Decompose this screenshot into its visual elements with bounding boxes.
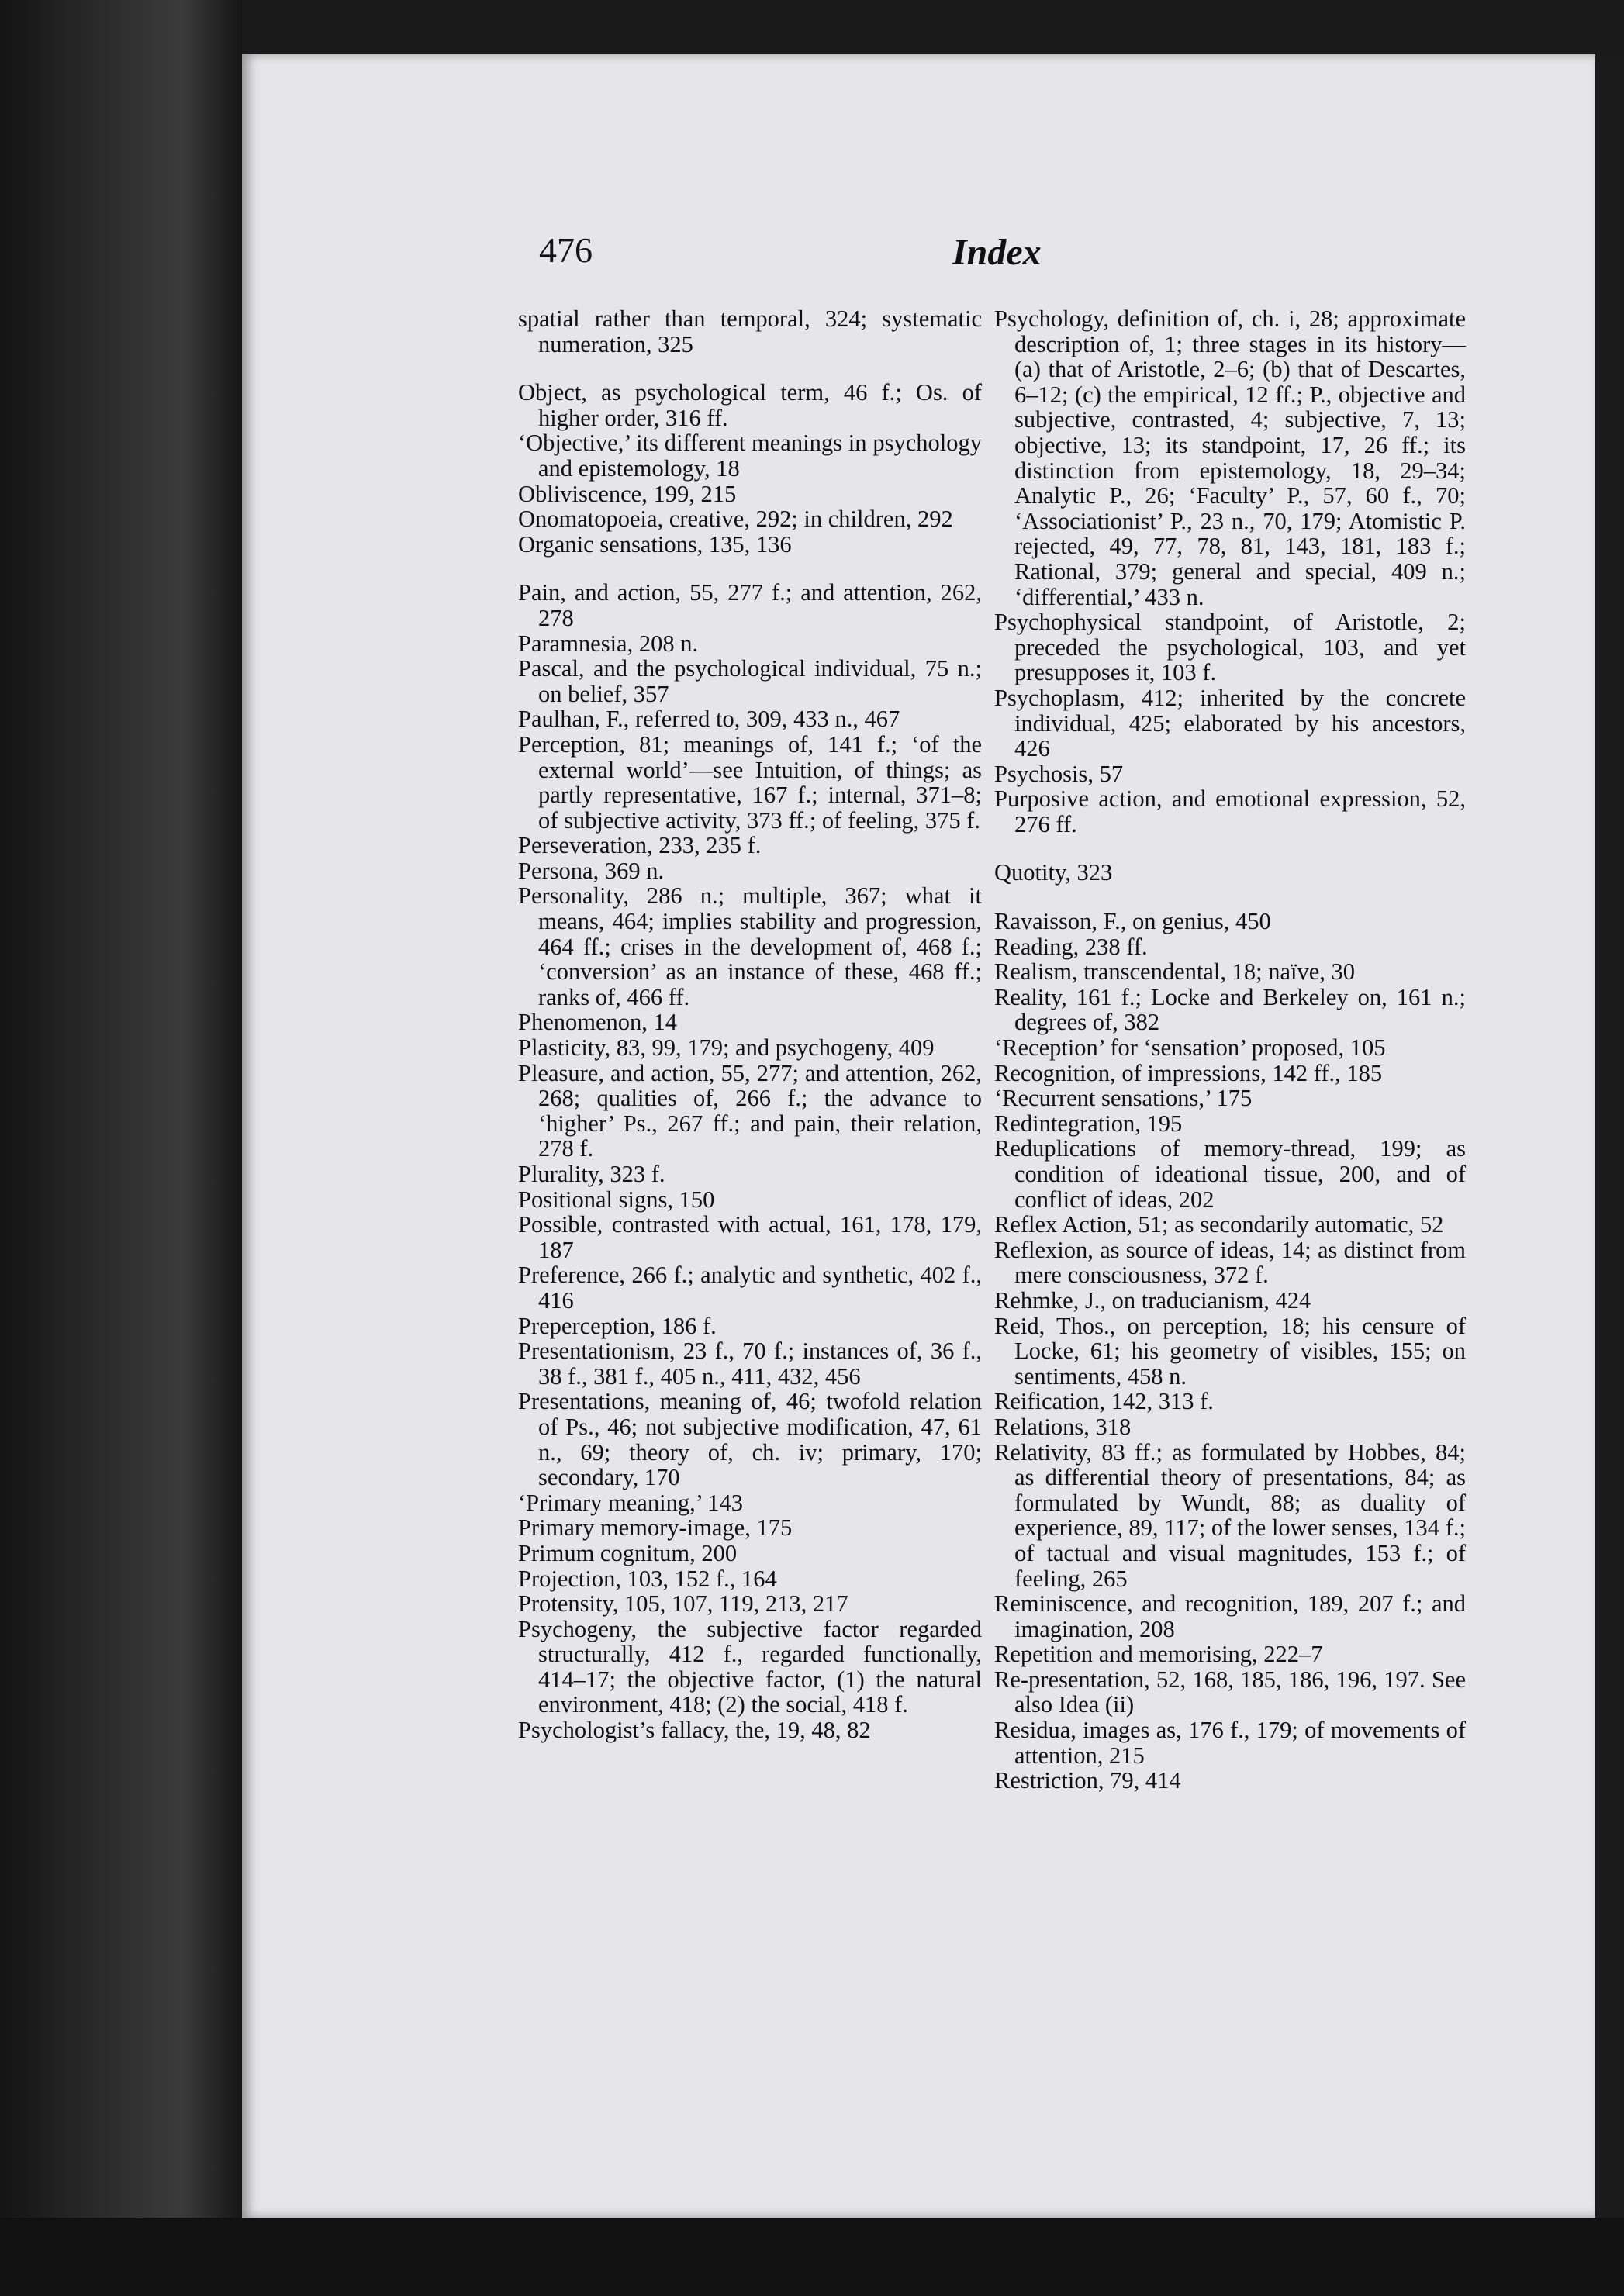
index-entry: Reflexion, as source of ideas, 14; as distinct from mere consciousness, 372 f.	[994, 1236, 1466, 1289]
index-entry: Redintegration, 195	[994, 1110, 1183, 1137]
index-entry: Repetition and memorising, 222–7	[994, 1641, 1323, 1668]
index-entry: Restriction, 79, 414	[994, 1767, 1181, 1794]
scan-bottom-edge	[0, 2218, 1624, 2296]
index-entry: Personality, 286 n.; multiple, 367; what it means, 464; implies stability and progression, 464 ff.; crises in the development of, 468 f.; ‘conversion’ as an instance of these, 468 ff.; ranks of, 466 ff.	[518, 882, 982, 1010]
index-column-left	[518, 306, 982, 1743]
index-entry: Psychology, definition of, ch. i, 28; approximate description of, 1; three stages in its history—(a) that of Aristotle, 2–6; (b) that of Descartes, 6–12; (c) the empirical, 12 ff.; P., objective and subjective, contrasted, 4; subjective, 7, 13; objective, 13; its standpoint, 17, 26 ff.; its distinction from epistemology, 18, 29–34; Analytic P., 26; ‘Faculty’ P., 57, 60 f., 70; ‘Associationist’ P., 23 n., 70, 179; Atomistic P. rejected, 49, 77, 78, 81, 143, 181, 183 f.; Rational, 379; general and special, 409 n.; ‘differential,’ 433 n.	[994, 306, 1466, 610]
index-entry: Purposive action, and emotional expression, 52, 276 ff.	[994, 785, 1466, 837]
page-number: 476	[539, 230, 593, 270]
index-entry: ‘Objective,’ its different meanings in psychology and epistemology, 18	[518, 430, 982, 482]
index-entry: Reid, Thos., on perception, 18; his censure of Locke, 61; his geometry of visibles, 155; on sentiments, 458 n.	[994, 1312, 1466, 1390]
index-entry: Reflex Action, 51; as secondarily automatic, 52	[994, 1211, 1444, 1238]
index-entry: Persona, 369 n.	[518, 857, 665, 884]
index-entry: Psychoplasm, 412; inherited by the concrete individual, 425; elaborated by his ancestors, 426	[994, 684, 1466, 762]
index-entry: ‘Primary meaning,’ 143	[518, 1489, 743, 1516]
index-entry: Re-presentation, 52, 168, 185, 186, 196, 197. See also Idea (ii)	[994, 1666, 1466, 1718]
letter-section-gap	[518, 357, 982, 380]
index-entry: Recognition, of impressions, 142 ff., 185	[994, 1059, 1383, 1086]
running-head: Index	[952, 232, 1042, 273]
index-entry: Pleasure, and action, 55, 277; and attention, 262, 268; qualities of, 266 f.; the advance to ‘higher’ Ps., 267 ff.; and pain, their relation, 278 f.	[518, 1059, 982, 1162]
index-entry: Pascal, and the psychological individual, 75 n.; on belief, 357	[518, 655, 982, 707]
index-entry: Relativity, 83 ff.; as formulated by Hobbes, 84; as differential theory of presentations, 84; as formulated by Wundt, 88; as duality of experience, 89, 117; of the lower senses, 134 f.; of tactual and visual magnitudes, 153 f.; of feeling, 265	[994, 1438, 1466, 1592]
index-entry: Pain, and action, 55, 277 f.; and attention, 262, 278	[518, 579, 982, 631]
index-entry: Primary memory-image, 175	[518, 1514, 793, 1542]
index-entry: Preperception, 186 f.	[518, 1312, 717, 1339]
index-entry: Possible, contrasted with actual, 161, 178, 179, 187	[518, 1211, 982, 1263]
index-entry: Plurality, 323 f.	[518, 1161, 665, 1187]
index-entry: Paramnesia, 208 n.	[518, 630, 699, 657]
index-entry: Preference, 266 f.; analytic and synthetic, 402 f., 416	[518, 1262, 982, 1314]
index-entry: spatial rather than temporal, 324; systematic numeration, 325	[518, 306, 982, 357]
index-entry: Projection, 103, 152 f., 164	[518, 1565, 777, 1592]
index-entry: Residua, images as, 176 f., 179; of movements of attention, 215	[994, 1717, 1466, 1769]
index-entry: Phenomenon, 14	[518, 1009, 678, 1036]
index-entry: Perseveration, 233, 235 f.	[518, 832, 762, 859]
index-entry: Paulhan, F., referred to, 309, 433 n., 467	[518, 706, 900, 733]
index-entry: Onomatopoeia, creative, 292; in children, 292	[518, 506, 953, 533]
index-entry: Presentationism, 23 f., 70 f.; instances of, 36 f., 38 f., 381 f., 405 n., 411, 432, 456	[518, 1338, 982, 1390]
index-entry: ‘Recurrent sensations,’ 175	[994, 1085, 1253, 1112]
index-entry: Primum cognitum, 200	[518, 1539, 738, 1566]
scan-top-edge	[0, 0, 1624, 56]
index-entry: Reading, 238 ff.	[994, 933, 1148, 960]
index-entry: Obliviscence, 199, 215	[518, 480, 737, 507]
index-entry: Protensity, 105, 107, 119, 213, 217	[518, 1590, 848, 1618]
index-entry: Reminiscence, and recognition, 189, 207 f.; and imagination, 208	[994, 1590, 1466, 1642]
index-entry: Psychophysical standpoint, of Aristotle, 2; preceded the psychological, 103, and yet presupposes it, 103 f.	[994, 609, 1466, 686]
index-entry: Rehmke, J., on traducianism, 424	[994, 1286, 1311, 1314]
index-entry: Reality, 161 f.; Locke and Berkeley on, 161 n.; degrees of, 382	[994, 983, 1466, 1036]
index-entry: Plasticity, 83, 99, 179; and psychogeny, 409	[518, 1034, 935, 1062]
index-entry: Object, as psychological term, 46 f.; Os. of higher order, 316 ff.	[518, 379, 982, 431]
index-entry: Ravaisson, F., on genius, 450	[994, 908, 1271, 935]
index-entry: Organic sensations, 135, 136	[518, 530, 792, 558]
letter-section-gap	[994, 886, 1466, 909]
index-entry: Perception, 81; meanings of, 141 f.; ‘of the external world’—see Intuition, of things; as partly representative, 167 f.; internal, 371–8; of subjective activity, 373 ff.; of feeling, 375 f.	[518, 730, 982, 834]
letter-section-gap	[518, 557, 982, 580]
letter-section-gap	[994, 837, 1466, 860]
index-entry: Relations, 318	[994, 1413, 1132, 1440]
index-entry: Psychosis, 57	[994, 760, 1124, 787]
index-entry: Psychogeny, the subjective factor regarded structurally, 412 f., regarded functionally, 414–17; the objective factor, (1) the natural environment, 418; (2) the social, 418 f.	[518, 1615, 982, 1718]
index-entry: Positional signs, 150	[518, 1186, 715, 1213]
index-column-right	[994, 306, 1466, 1794]
index-entry: Realism, transcendental, 18; naïve, 30	[994, 958, 1355, 986]
book-spine-edge	[0, 0, 242, 2296]
index-entry: ‘Reception’ for ‘sensation’ proposed, 105	[994, 1034, 1386, 1062]
index-entry: Quotity, 323	[994, 859, 1113, 886]
index-entry: Reduplications of memory-thread, 199; as condition of ideational tissue, 200, and of conflict of ideas, 202	[994, 1135, 1466, 1213]
index-entry: Reification, 142, 313 f.	[994, 1388, 1214, 1415]
index-entry: Presentations, meaning of, 46; twofold relation of Ps., 46; not subjective modification, 47, 61 n., 69; theory of, ch. iv; primary, 170; secondary, 170	[518, 1388, 982, 1491]
index-entry: Psychologist’s fallacy, the, 19, 48, 82	[518, 1717, 871, 1744]
